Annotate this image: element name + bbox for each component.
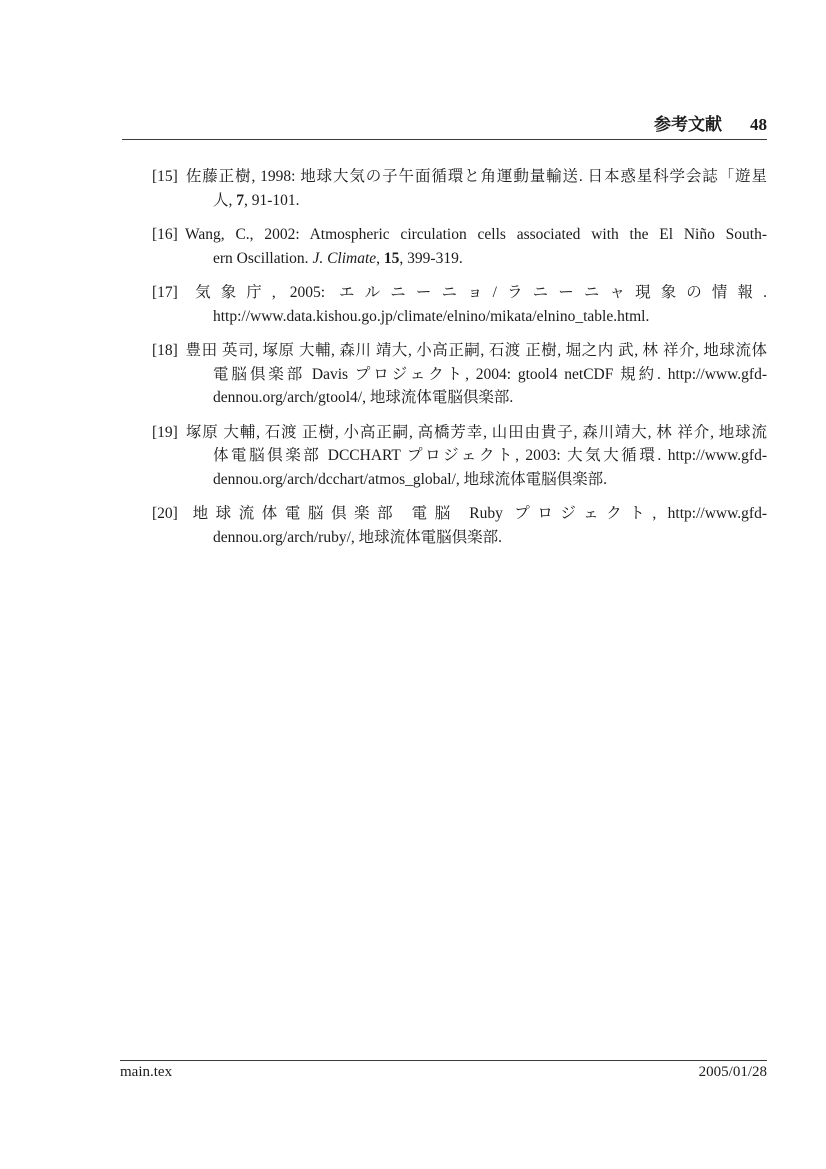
reference-line <box>152 526 767 550</box>
reference-text-segment: J. Climate <box>312 249 377 267</box>
reference-text-segment: dennou.org/arch/dcchart/atmos_global/, 地球流体電脳倶楽部. <box>213 470 608 488</box>
reference-text-segment: Wang, C., 2002: Atmospheric circulation cells associated with the El Niño South- <box>185 226 767 243</box>
reference-entry <box>152 502 767 549</box>
reference-line <box>152 363 767 387</box>
reference-text-segment: 豊田 英司, 塚原 大輔, 森川 靖大, 小高正嗣, 石渡 正樹, 堀之内 武, 林 祥介, 地球流体 <box>185 342 767 359</box>
reference-text-segment: 人, <box>213 191 237 209</box>
header-page-number: 48 <box>750 115 767 134</box>
reference-entry <box>152 421 767 492</box>
reference-entry <box>152 223 767 270</box>
reference-text-segment: 電脳倶楽部 Davis プロジェクト, 2004: gtool4 netCDF 規約. http://www.gfd- <box>213 365 767 383</box>
reference-text-segment: ern Oscillation. <box>213 249 313 267</box>
reference-text-segment: 体電脳倶楽部 DCCHART プロジェクト, 2003: 大気大循環. http://www.gfd- <box>213 447 767 464</box>
reference-entry <box>152 339 767 410</box>
reference-line <box>152 421 767 445</box>
reference-line <box>152 339 767 363</box>
reference-text-segment: 気象庁, 2005: エルニーニョ/ラニーニャ現象の情報. <box>185 284 767 301</box>
reference-line <box>152 305 767 329</box>
header-rule <box>122 139 767 140</box>
reference-label: [18] <box>152 342 178 359</box>
reference-line <box>152 281 767 305</box>
reference-text-segment: 15 <box>383 249 400 267</box>
reference-entry <box>152 281 767 328</box>
reference-text-segment: , <box>376 249 384 267</box>
reference-line <box>152 165 767 189</box>
reference-entry <box>152 165 767 212</box>
reference-text-segment: dennou.org/arch/gtool4/, 地球流体電脳倶楽部. <box>213 389 514 406</box>
header-section-title: 参考文献 <box>654 115 722 134</box>
footer-date: 2005/01/28 <box>698 1064 767 1080</box>
reference-line <box>152 468 767 492</box>
reference-text-segment: 7 <box>236 191 245 209</box>
reference-line <box>152 386 767 410</box>
page-header <box>654 110 767 135</box>
reference-line <box>152 223 767 247</box>
page-footer <box>120 1064 767 1081</box>
reference-text-segment: 塚原 大輔, 石渡 正樹, 小高正嗣, 高橋芳幸, 山田由貴子, 森川靖大, 林 祥介, 地球流 <box>185 423 767 441</box>
reference-text-segment: 地球流体電脳倶楽部 電脳 Ruby プロジェクト, http://www.gfd- <box>185 505 767 522</box>
references-list <box>152 165 767 560</box>
reference-label: [17] <box>152 284 178 301</box>
footer-rule <box>120 1060 767 1061</box>
reference-text-segment: http://www.data.kishou.go.jp/climate/elnino/mikata/elnino_table.html. <box>213 307 650 325</box>
reference-line <box>152 189 767 213</box>
footer-filename: main.tex <box>120 1064 173 1080</box>
reference-label: [19] <box>152 423 178 441</box>
reference-label: [20] <box>152 505 178 522</box>
reference-label: [16] <box>152 226 178 243</box>
reference-text-segment: 佐藤正樹, 1998: 地球大気の子午面循環と角運動量輸送. 日本惑星科学会誌「遊星 <box>185 168 767 185</box>
reference-line <box>152 502 767 526</box>
reference-line <box>152 247 767 271</box>
reference-text-segment: dennou.org/arch/ruby/, 地球流体電脳倶楽部. <box>213 528 503 546</box>
reference-text-segment: , 91-101. <box>244 191 300 209</box>
reference-label: [15] <box>152 168 178 185</box>
reference-text-segment: , 399-319. <box>399 249 463 267</box>
reference-line <box>152 444 767 468</box>
